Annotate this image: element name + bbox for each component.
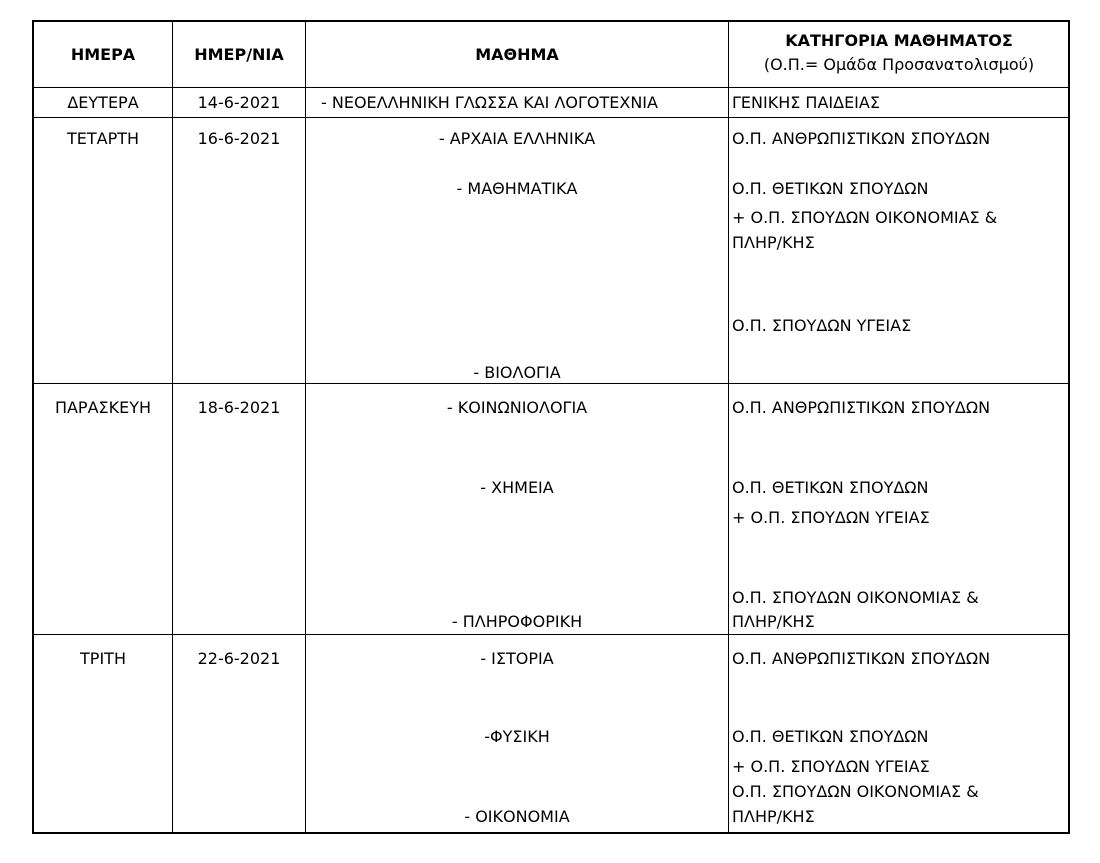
row-date: 22-6-2021: [197, 649, 281, 668]
category-item: + Ο.Π. ΣΠΟΥΔΩΝ ΥΓΕΙΑΣ: [732, 508, 930, 527]
subject-item: - ΙΣΤΟΡΙΑ: [480, 649, 554, 668]
row-day: ΤΕΤΑΡΤΗ: [66, 129, 140, 148]
subject-item: - ΧΗΜΕΙΑ: [480, 478, 554, 497]
category-item: + Ο.Π. ΣΠΟΥΔΩΝ ΟΙΚΟΝΟΜΙΑΣ &: [732, 208, 998, 227]
category-item: ΠΛΗΡ/ΚΗΣ: [732, 612, 815, 631]
row-divider: [34, 634, 1068, 635]
row-date: 16-6-2021: [197, 129, 281, 148]
column-divider: [172, 22, 173, 832]
category-item: Ο.Π. ΘΕΤΙΚΩΝ ΣΠΟΥΔΩΝ: [732, 727, 929, 746]
header-subject: ΜΑΘΗΜΑ: [475, 45, 559, 64]
row-divider: [34, 87, 1068, 88]
header-category-note: (Ο.Π.= Ομάδα Προσανατολισμού): [763, 55, 1035, 74]
category-item: Ο.Π. ΣΠΟΥΔΩΝ ΟΙΚΟΝΟΜΙΑΣ &: [732, 782, 979, 801]
row-divider: [34, 117, 1068, 118]
category-item: + Ο.Π. ΣΠΟΥΔΩΝ ΥΓΕΙΑΣ: [732, 757, 930, 776]
header-day: ΗΜΕΡΑ: [70, 45, 136, 64]
category-item: Ο.Π. ΑΝΘΡΩΠΙΣΤΙΚΩΝ ΣΠΟΥΔΩΝ: [732, 398, 991, 417]
subject-item: - ΚΟΙΝΩΝΙΟΛΟΓΙΑ: [446, 398, 588, 417]
column-divider: [728, 22, 729, 832]
category-item: ΓΕΝΙΚΗΣ ΠΑΙΔΕΙΑΣ: [732, 93, 880, 112]
subject-item: -ΦΥΣΙΚΗ: [484, 727, 550, 746]
category-item: ΠΛΗΡ/ΚΗΣ: [732, 233, 815, 252]
row-day: ΔΕΥΤΕΡΑ: [67, 93, 139, 112]
row-divider: [34, 383, 1068, 384]
row-date: 18-6-2021: [197, 398, 281, 417]
row-date: 14-6-2021: [197, 93, 281, 112]
subject-item: - ΝΕΟΕΛΛΗΝΙΚΗ ΓΛΩΣΣΑ ΚΑΙ ΛΟΓΟΤΕΧΝΙΑ: [321, 93, 658, 112]
subject-item: - ΟΙΚΟΝΟΜΙΑ: [464, 807, 570, 826]
exam-schedule-table: [32, 20, 1070, 834]
category-item: Ο.Π. ΘΕΤΙΚΩΝ ΣΠΟΥΔΩΝ: [732, 478, 929, 497]
header-category: ΚΑΤΗΓΟΡΙΑ ΜΑΘΗΜΑΤΟΣ: [785, 31, 1013, 50]
row-day: ΠΑΡΑΣΚΕΥΗ: [54, 398, 152, 417]
category-item: Ο.Π. ΣΠΟΥΔΩΝ ΟΙΚΟΝΟΜΙΑΣ &: [732, 588, 979, 607]
category-item: Ο.Π. ΣΠΟΥΔΩΝ ΥΓΕΙΑΣ: [732, 316, 912, 335]
category-item: ΠΛΗΡ/ΚΗΣ: [732, 807, 815, 826]
subject-item: - ΒΙΟΛΟΓΙΑ: [473, 363, 561, 382]
category-item: Ο.Π. ΑΝΘΡΩΠΙΣΤΙΚΩΝ ΣΠΟΥΔΩΝ: [732, 129, 991, 148]
subject-item: - ΠΛΗΡΟΦΟΡΙΚΗ: [451, 612, 583, 631]
row-day: ΤΡΙΤΗ: [80, 649, 126, 668]
subject-item: - ΑΡΧΑΙΑ ΕΛΛΗΝΙΚΑ: [438, 129, 596, 148]
category-item: Ο.Π. ΘΕΤΙΚΩΝ ΣΠΟΥΔΩΝ: [732, 179, 929, 198]
subject-item: - ΜΑΘΗΜΑΤΙΚΑ: [456, 179, 578, 198]
column-divider: [305, 22, 306, 832]
category-item: Ο.Π. ΑΝΘΡΩΠΙΣΤΙΚΩΝ ΣΠΟΥΔΩΝ: [732, 649, 991, 668]
header-date: ΗΜΕΡ/ΝΙΑ: [194, 45, 284, 64]
